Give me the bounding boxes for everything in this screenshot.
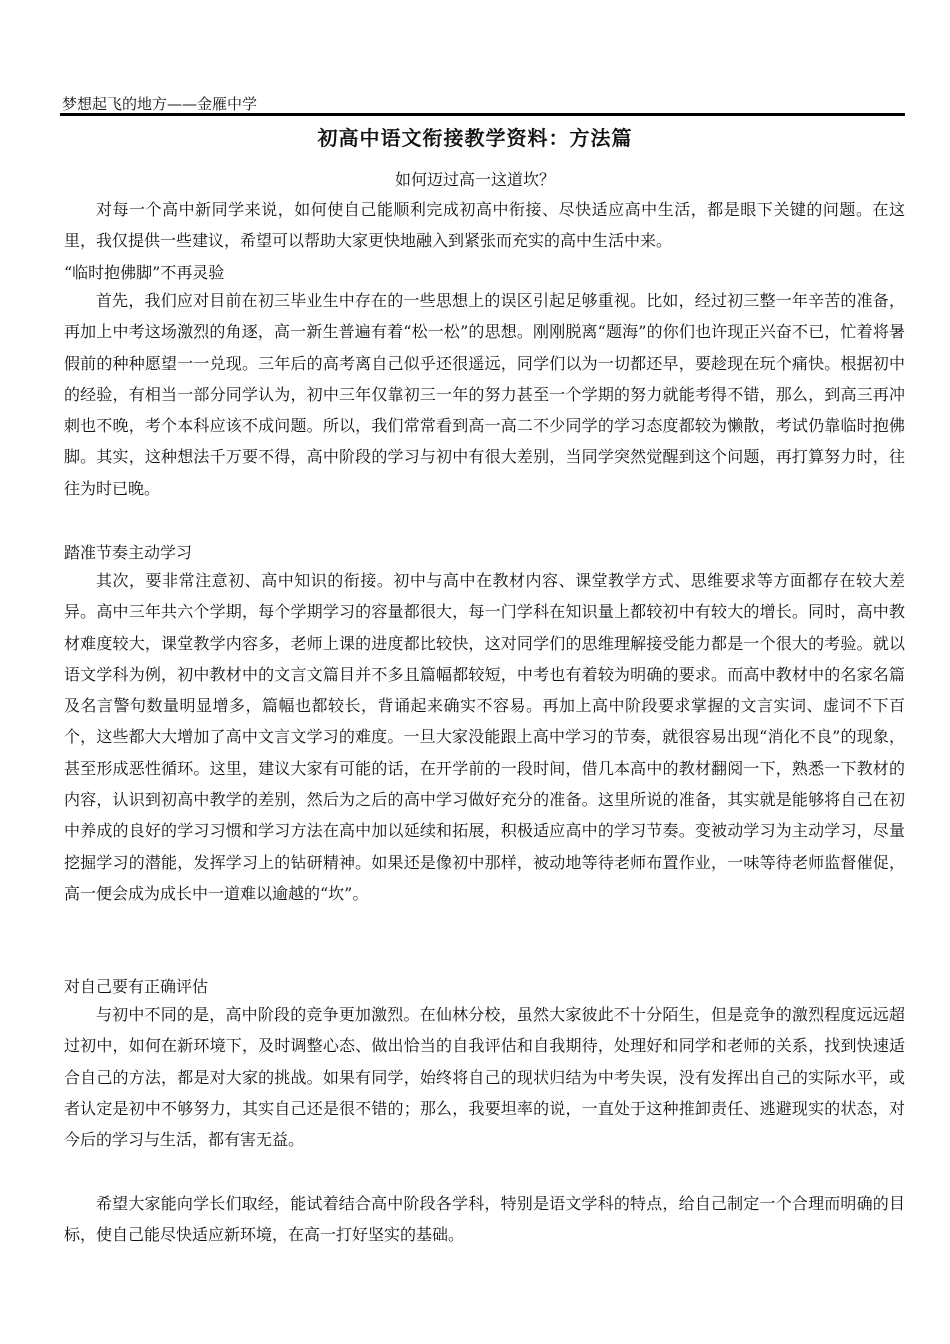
intro-paragraph: 对每一个高中新同学来说，如何使自己能顺利完成初高中衔接、尽快适应高中生活，都是眼下关键的问题。在这里，我仅提供一些建议，希望可以帮助大家更快地融入到紧张而充实的高中生活中来。 — [64, 200, 905, 251]
document-subtitle: 如何迈过高一这道坎？ — [394, 170, 555, 189]
closing-paragraph: 希望大家能向学长们取经，能试着结合高中阶段各学科，特别是语文学科的特点，给自己制定一个合理而明确的目标，使自己能尽快适应新环境，在高一打好坚实的基础。 — [64, 1194, 905, 1245]
section-heading: 踏准节奏主动学习 — [64, 543, 193, 562]
section-heading: “临时抱佛脚”不再灵验 — [64, 263, 225, 282]
section-heading: 对自己要有正确评估 — [64, 977, 209, 996]
document-title: 初高中语文衔接教学资料：方法篇 — [317, 126, 633, 150]
header-rule — [60, 113, 905, 116]
section-paragraph: 首先，我们应对目前在初三毕业生中存在的一些思想上的误区引起足够重视。比如，经过初三整一年辛苦的准备，再加上中考这场激烈的角逐，高一新生普遍有着“松一松”的思想。刚刚脱离“题海”的你们也许现正兴奋不已，忙着将暑假前的种种愿望一一兑现。三年后的高考离自己似乎还很遥远，同学们以为一切都还早，要趁现在玩个痛快。根据初中的经验，有相当一部分同学认为，初中三年仅靠初三一年的努力甚至一个学期的努力就能考得不错，那么，到高三再冲刺也不晚，考个本科应该不成问题。所以，我们常常看到高一高二不少同学的学习态度都较为懒散，考试仍靠临时抱佛脚。其实，这种想法千万要不得，高中阶段的学习与初中有很大差别，当同学突然觉醒到这个问题，再打算努力时，往往为时已晚。 — [64, 291, 905, 498]
section-paragraph: 其次，要非常注意初、高中知识的衔接。初中与高中在教材内容、课堂教学方式、思维要求等方面都存在较大差异。高中三年共六个学期，每个学期学习的容量都很大，每一门学科在知识量上都较初中有较大的增长。同时，高中教材难度较大，课堂教学内容多，老师上课的进度都比较快，这对同学们的思维理解接受能力都是一个很大的考验。就以语文学科为例，初中教材中的文言文篇目并不多且篇幅都较短，中考也有着较为明确的要求。而高中教材中的名家名篇及名言警句数量明显增多，篇幅也都较长，背诵起来确实不容易。再加上高中阶段要求掌握的文言实词、虚词不下百个，这些都大大增加了高中文言文学习的难度。一旦大家没能跟上高中学习的节奏，就很容易出现“消化不良”的现象，甚至形成恶性循环。这里，建议大家有可能的话，在开学前的一段时间，借几本高中的教材翻阅一下，熟悉一下教材的内容，认识到初高中教学的差别，然后为之后的高中学习做好充分的准备。这里所说的准备，其实就是能够将自己在初中养成的良好的学习习惯和学习方法在高中加以延续和拓展，积极适应高中的学习节奏。变被动学习为主动学习，尽量挖掘学习的潜能，发挥学习上的钻研精神。如果还是像初中那样，被动地等待老师布置作业，一味等待老师监督催促，高一便会成为成长中一道难以逾越的“坎”。 — [64, 571, 905, 903]
page-header-slogan: 梦想起飞的地方——金雁中学 — [62, 95, 258, 113]
section-paragraph: 与初中不同的是，高中阶段的竞争更加激烈。在仙林分校，虽然大家彼此不十分陌生，但是竞争的激烈程度远远超过初中，如何在新环境下，及时调整心态、做出恰当的自我评估和自我期待，处理好和同学和老师的关系，找到快速适合自己的方法，都是对大家的挑战。如果有同学，始终将自己的现状归结为中考失误，没有发挥出自己的实际水平，或者认定是初中不够努力，其实自己还是很不错的；那么，我要坦率的说，一直处于这种推卸责任、逃避现实的状态，对今后的学习与生活，都有害无益。 — [64, 1005, 905, 1150]
